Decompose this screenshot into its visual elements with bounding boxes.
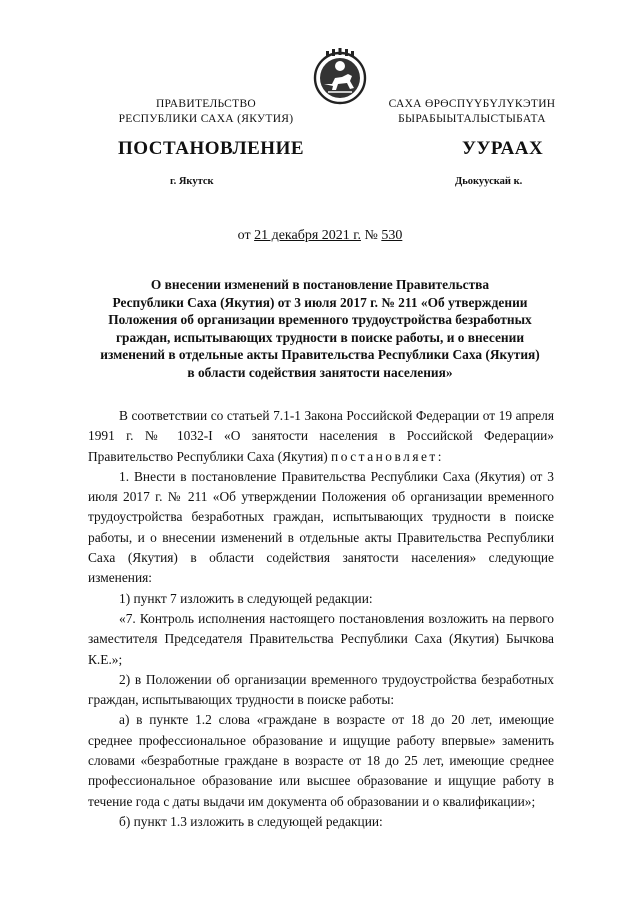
- paragraph-subitem-a: а) в пункте 1.2 слова «граждане в возрасте от 18 до 20 лет, имеющие среднее профессиональное образование и ищущие работу впервые» заменить словами «безработные граждане в возрасте от 18 до 25 лет, имеющие среднее профессиональное образование или высшее образование и ищущие работу в течение года с даты выдачи им документа об образовании и о квалификации»;: [88, 712, 554, 809]
- title-line: О внесении изменений в постановление Правительства: [150, 277, 490, 292]
- document-body: [88, 406, 554, 832]
- header-right-line2: БЫРАБЫЫТАЛЫСТЫБАТА: [398, 113, 546, 125]
- title-line: Положения об организации временного трудоустройства безработных: [108, 312, 532, 328]
- document-title: [96, 276, 544, 382]
- doc-type-russian: ПОСТАНОВЛЕНИЕ: [118, 138, 305, 159]
- title-line: граждан, испытывающих трудности в поиске работы, и о внесении: [115, 329, 525, 345]
- city-yakut: Дьокуускай к.: [455, 176, 523, 187]
- title-line: в области содействия занятости населения»: [187, 364, 453, 380]
- paragraph-subitem-1: 1) пункт 7 изложить в следующей редакции:: [119, 590, 373, 606]
- header-right: [352, 97, 592, 127]
- preamble-text: В соответствии со статьей 7.1-1 Закона Российской Федерации от 19 апреля 1991 г. № 1032-I «О занятости населения в Российской Федерации» Правительство Республики Саха (Якутия): [88, 408, 554, 464]
- document-date: 21 декабря 2021 г.: [254, 228, 361, 243]
- city-russian: г. Якутск: [170, 176, 214, 187]
- number-sign: №: [360, 228, 382, 243]
- title-line: Республики Саха (Якутия) от 3 июля 2017 г. № 211 «Об утверждении: [112, 294, 528, 310]
- paragraph-subitem-b: б) пункт 1.3 изложить в следующей редакции:: [119, 813, 383, 829]
- doc-type-yakut: УУРААХ: [462, 138, 544, 159]
- paragraph-subitem-2: 2) в Положении об организации временного трудоустройства безработных граждан, испытывающих трудности в поиске работы:: [88, 671, 554, 708]
- header-left: [86, 97, 326, 127]
- paragraph-item-1: 1. Внести в постановление Правительства Республики Саха (Якутия) от 3 июля 2017 г. № 211 «Об утверждении Положения об организации временного трудоустройства безработных граждан, испытывающих трудности в поиске работы, и о внесении изменений в отдельные акты Правительства Республики Саха (Якутия) в области содействия занятости населения» следующие изменения:: [88, 468, 554, 586]
- paragraph-preamble: [88, 406, 554, 467]
- header-left-line2: РЕСПУБЛИКИ САХА (ЯКУТИЯ): [118, 113, 294, 125]
- document-number: 530: [381, 228, 403, 243]
- date-prefix: от: [237, 228, 255, 243]
- resolves-word: постановляет:: [331, 448, 445, 464]
- title-line: изменений в отдельные акты Правительства Республики Саха (Якутия): [100, 347, 540, 363]
- header-left-line1: ПРАВИТЕЛЬСТВО: [155, 98, 257, 110]
- header-right-line1: САХА ӨРӨСПҮҮБҮЛҮКЭТИН: [388, 98, 556, 110]
- paragraph-quote-7: «7. Контроль исполнения настоящего постановления возложить на первого заместителя Председателя Правительства Республики Саха (Якутия) Бычкова К.Е.»;: [88, 610, 554, 667]
- document-date-number: [0, 228, 640, 244]
